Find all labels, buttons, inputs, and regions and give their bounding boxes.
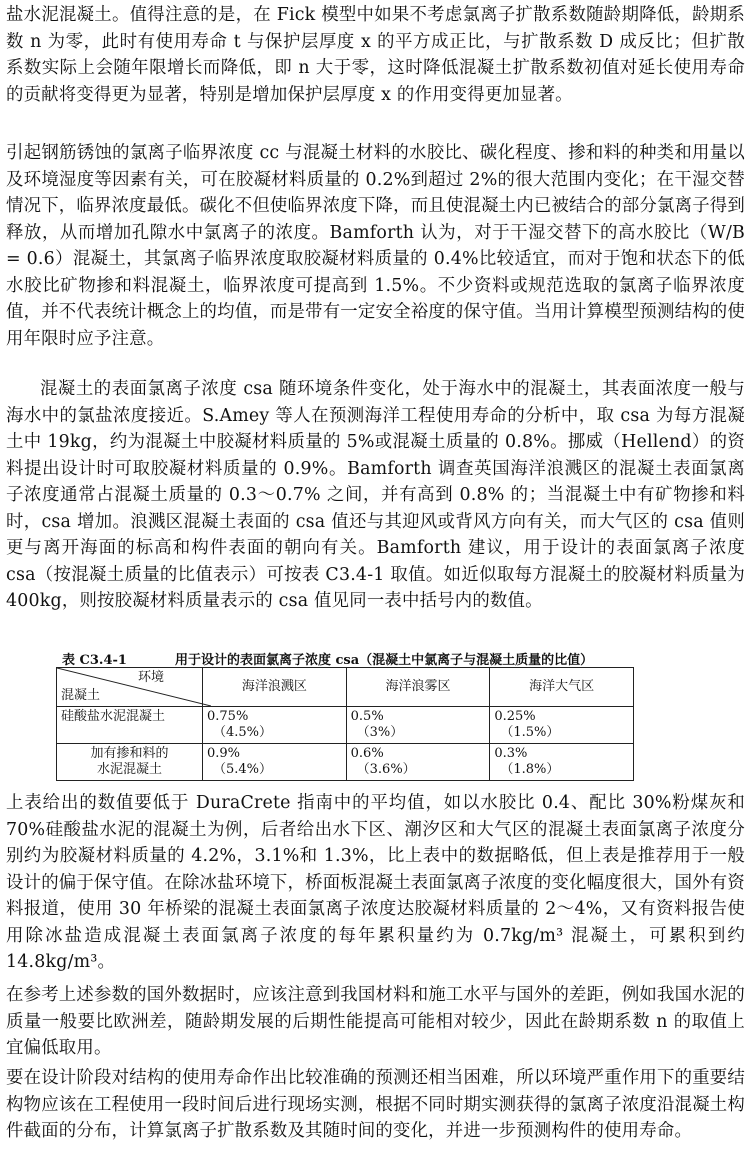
table-cell	[346, 707, 490, 744]
cell-value-binder: （5.4%）	[213, 762, 273, 777]
cell-value: 0.5%	[350, 709, 384, 724]
table-title: 用于设计的表面氯离子浓度 csa（混凝土中氯离子与混凝土质量的比值）	[174, 653, 594, 668]
table-header-row	[57, 668, 634, 707]
cell-value: 0.25%	[494, 709, 536, 724]
paragraph-domestic-data: 在参考上述参数的国外数据时，应该注意到我国材料和施工水平与国外的差距，例如我国水泥的质量一般要比欧洲差，随龄期发展的后期性能提高可能相对较少，因此在龄期系数 n 的取值上宜偏低取用。	[6, 985, 745, 1058]
column-header: 海洋浪溅区	[203, 668, 347, 707]
cell-value: 0.6%	[350, 746, 384, 761]
corner-label-environment: 环境	[137, 670, 164, 685]
table-row	[57, 707, 634, 744]
table-cell	[346, 744, 490, 781]
table-caption	[62, 649, 641, 668]
paragraph-surface-chloride: 混凝土的表面氯离子浓度 csa 随环境条件变化，处于海水中的混凝土，其表面浓度一般与海水中的氯盐浓度接近。S.Amey 等人在预测海洋工程使用寿命的分析中，取 csa 为每方混凝土中 19kg，约为混凝土中胶凝材料质量的 5%或混凝土质量的 0.8%。挪威（Hellend）的资料提出设计时可取胶凝材料质量的 0.9%。Bamforth 调查英国海洋浪溅区的混凝土表面氯离子浓度通常占混凝土质量的 0.3～0.7% 之间，并有高到 0.8% 的；当混凝土中有矿物掺和料时，csa 增加。浪溅区混凝土表面的 csa 值还与其迎风或背风方向有关，而大气区的 csa 值则更与离开海面的标高和构件表面的朝向有关。Bamforth 建议，用于设计的表面氯离子浓度 csa（按混凝土质量的比值表示）可按表 C3.4-1 取值。如近似取每方混凝土的胶凝材料质量为 400kg，则按胶凝材料质量表示的 csa 值见同一表中括号内的数值。	[6, 379, 745, 611]
row-label-line: 水泥混凝土	[96, 762, 162, 777]
cell-value: 0.75%	[207, 709, 249, 724]
cell-value-binder: （3.6%）	[356, 762, 416, 777]
paragraph-field-measurement: 要在设计阶段对结构的使用寿命作出比较准确的预测还相当困难，所以环境严重作用下的重要结构物应该在工程使用一段时间后进行现场实测，根据不同时期实测获得的氯离子浓度沿混凝土构件截面的分布，计算氯离子扩散系数及其随时间的变化，并进一步预测构件的使用寿命。	[6, 1068, 745, 1141]
cell-value-binder: （3%）	[356, 725, 404, 740]
table-cell	[203, 744, 347, 781]
column-header: 海洋浪雾区	[346, 668, 490, 707]
paragraph-fick-model: 盐水泥混凝土。值得注意的是，在 Fick 模型中如果不考虑氯离子扩散系数随龄期降低，龄期系数 n 为零，此时有使用寿命 t 与保护层厚度 x 的平方成正比，与扩散系数 D 成反比；但扩散系数实际上会随年限增长而降低，即 n 大于零，这时降低混凝土扩散系数初值对延长使用寿命的贡献将变得更为显著，特别是增加保护层厚度 x 的作用变得更加显著。	[6, 5, 745, 105]
row-label-line: 加有掺和料的	[90, 746, 169, 761]
table-cell	[203, 707, 347, 744]
paragraph-duracrete: 上表给出的数值要低于 DuraCrete 指南中的平均值，如以水胶比 0.4、配比 30%粉煤灰和 70%硅酸盐水泥的混凝土为例，后者给出水下区、潮汐区和大气区的混凝土表面氯离子浓度分别约为胶凝材料质量的 4.2%，3.1%和 1.3%，比上表中的数据略低，但上表是推荐用于一般设计的偏于保守值。在除冰盐环境下，桥面板混凝土表面氯离子浓度的变化幅度很大，国外有资料报道，使用 30 年桥梁的混凝土表面氯离子浓度达胶凝材料质量的 2～4%，又有资料报告使用除冰盐造成混凝土表面氯离子浓度的每年累积量约为 0.7kg/m³ 混凝土，可累积到约 14.8kg/m³。	[6, 793, 745, 972]
table-corner-cell	[57, 668, 203, 707]
surface-chloride-table	[56, 667, 634, 781]
table-cell	[490, 744, 634, 781]
cell-value: 0.9%	[207, 746, 241, 761]
corner-label-concrete: 混凝土	[61, 688, 101, 703]
cell-value: 0.3%	[494, 746, 528, 761]
cell-value-binder: （1.8%）	[500, 762, 560, 777]
cell-value-binder: （1.5%）	[500, 725, 560, 740]
table-cell	[490, 707, 634, 744]
paragraph-critical-chloride: 引起钢筋锈蚀的氯离子临界浓度 cc 与混凝土材料的水胶比、碳化程度、掺和料的种类和用量以及环境湿度等因素有关，可在胶凝材料质量的 0.2%到超过 2%的很大范围内变化；在干湿交替情况下，临界浓度最低。碳化不但使临界浓度下降，而且使混凝土内已被结合的部分氯离子得到释放，从而增加孔隙水中氯离子的浓度。Bamforth 认为，对于干湿交替下的高水胶比（W/B = 0.6）混凝土，其氯离子临界浓度取胶凝材料质量的 0.4%比较适宜，而对于饱和状态下的低水胶比矿物掺和料混凝土，临界浓度可提高到 1.5%。不少资料或规范选取的氯离子临界浓度值，并不代表统计概念上的均值，而是带有一定安全裕度的保守值。当用计算模型预测结构的使用年限时应予注意。	[6, 143, 745, 349]
column-header: 海洋大气区	[490, 668, 634, 707]
row-label	[57, 744, 203, 781]
table-row	[57, 744, 634, 781]
cell-value-binder: （4.5%）	[213, 725, 273, 740]
row-label: 硅酸盐水泥混凝土	[57, 707, 203, 744]
table-number: 表 C3.4-1	[62, 653, 127, 668]
